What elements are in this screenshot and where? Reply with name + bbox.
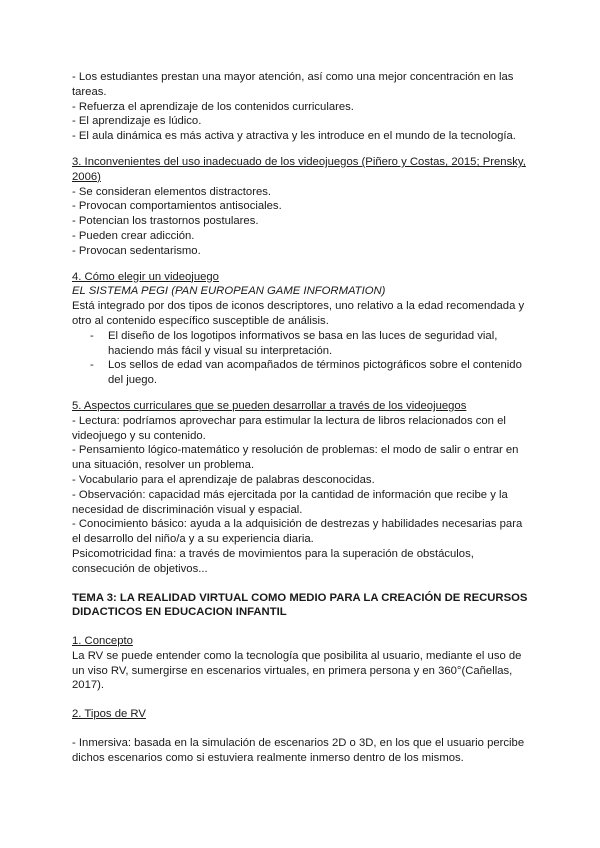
paragraph: - Inmersiva: basada en la simulación de escenarios 2D o 3D, en los que el usuario percibe dichos escenarios como si estuviera realmente inmerso dentro de los mismos. [72,737,525,764]
list-item: - El aprendizaje es lúdico. [72,115,202,128]
concepto-section [72,634,528,693]
section-5 [72,399,528,577]
list-item: - Los sellos de edad van acompañados de términos pictográficos sobre el contenido del juego. [72,358,528,388]
list-item: - Los estudiantes prestan una mayor atención, así como una mejor concentración en las tareas. [72,71,514,98]
section-3 [72,155,528,259]
list-item: - Pensamiento lógico-matemático y resolución de problemas: el modo de salir o entrar en una situación, resolver un problema. [72,444,519,472]
section-subheading: EL SISTEMA PEGI (PAN EUROPEAN GAME INFORMATION) [72,285,386,298]
list-item: - Provocan comportamientos antisociales. [72,200,282,213]
section-heading: 4. Cómo elegir un videojuego [72,270,219,283]
list-item: - Conocimiento básico: ayuda a la adquisición de destrezas y habilidades necesarias para el desarrollo del niño/a y a su experiencia diaria. [72,518,523,546]
paragraph: La RV se puede entender como la tecnología que posibilita al usuario, mediante el uso de un viso RV, sumergirse en escenarios virtuales, en primera persona y en 360°(Cañellas, 2017). [72,649,522,692]
section-heading: 5. Aspectos curriculares que se pueden desarrollar a través de los videojuegos [72,399,467,412]
list-item: Psicomotricidad fina: a través de movimientos para la superación de obstáculos, consecución de objetivos... [72,547,474,575]
list-item: - Se consideran elementos distractores. [72,185,272,198]
list-item: - Provocan sedentarismo. [72,244,201,257]
benefits-list [72,70,528,144]
tipos-section [72,707,528,765]
section-heading: 1. Concepto [72,635,133,648]
section-heading: 3. Inconvenientes del uso inadecuado de los videojuegos (Piñero y Costas, 2015; Prensky, 2006) [72,155,526,183]
list-item: - Pueden crear adicción. [72,229,195,242]
document-page [72,70,528,766]
list-item-text: El diseño de los logotipos informativos se basa en las luces de seguridad vial, haciendo más fácil y visual su interpretación. [108,329,498,357]
list-item: - Vocabulario para el aprendizaje de palabras desconocidas. [72,473,375,486]
section-4 [72,270,528,388]
paragraph: Está integrado por dos tipos de iconos descriptores, uno relativo a la edad recomendada y otro al contenido específico susceptible de análisis. [72,300,525,327]
tema-title: TEMA 3: LA REALIDAD VIRTUAL COMO MEDIO PARA LA CREACIÓN DE RECURSOS DIDACTICOS EN EDUCACION INFANTIL [72,591,528,619]
list-item: - Potencian los trastornos postulares. [72,215,259,228]
list-item: - Refuerza el aprendizaje de los contenidos curriculares. [72,100,354,113]
list-item: - El diseño de los logotipos informativos se basa en las luces de seguridad vial, haciendo más fácil y visual su interpretación. [72,329,528,359]
list-item: - Lectura: podríamos aprovechar para estimular la lectura de libros relacionados con el videojuego y su contenido. [72,414,506,442]
list-item-text: Los sellos de edad van acompañados de términos pictográficos sobre el contenido del juego. [108,359,522,387]
section-heading: 2. Tipos de RV [72,708,146,721]
list-item: - El aula dinámica es más activa y atractiva y les introduce en el mundo de la tecnología. [72,130,516,143]
list-item: - Observación: capacidad más ejercitada por la cantidad de información que recibe y la necesidad de discriminación visual y espacial. [72,488,508,516]
